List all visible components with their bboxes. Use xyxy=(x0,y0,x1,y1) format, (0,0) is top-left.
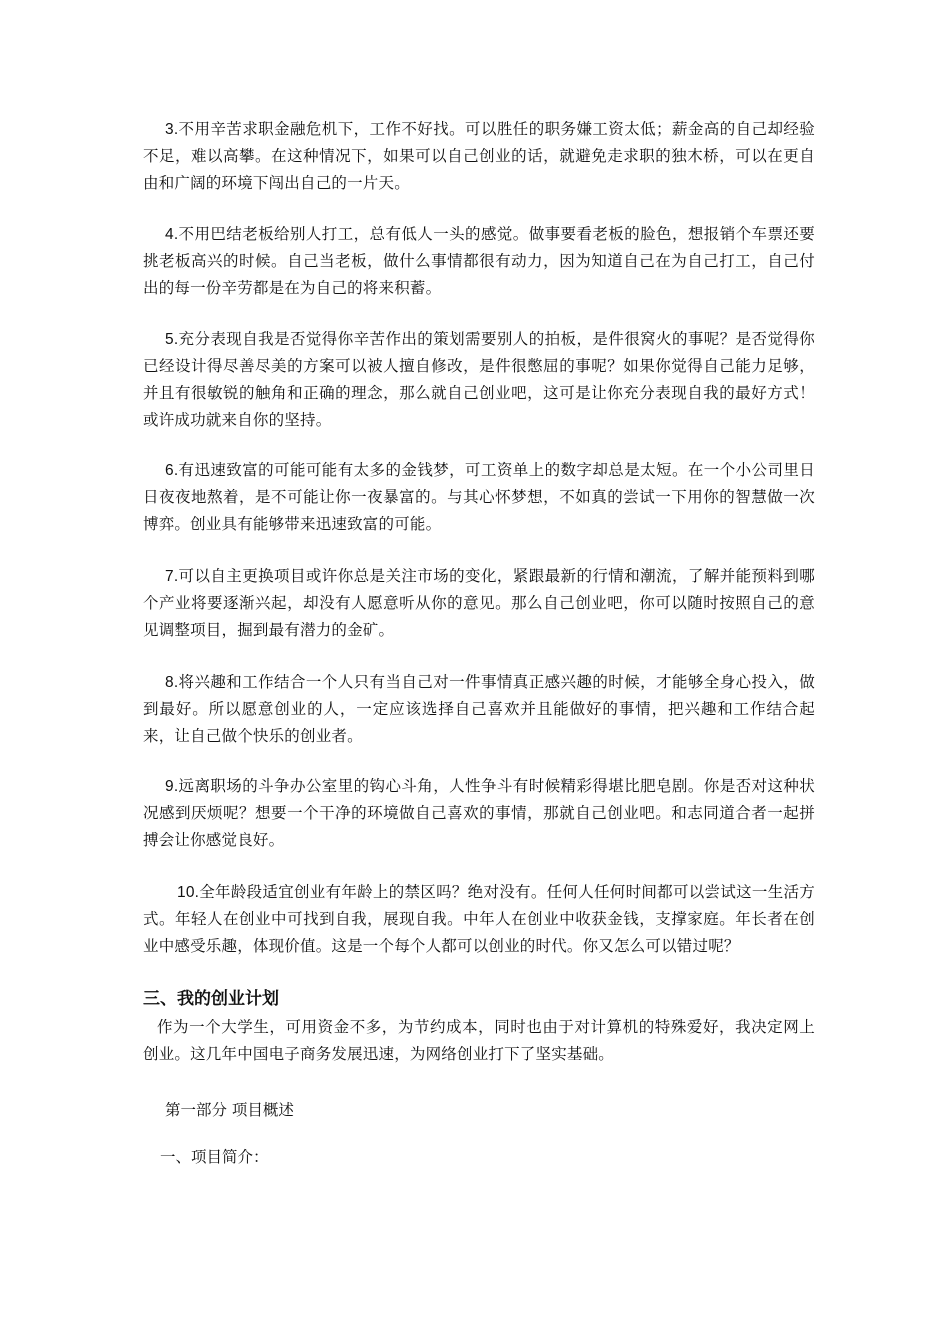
section-intro-paragraph: 作为一个大学生，可用资金不多，为节约成本，同时也由于对计算机的特殊爱好，我决定网上创业。这几年中国电子商务发展迅速，为网络创业打下了坚实基础。 xyxy=(143,1018,815,1063)
item-number: 6. xyxy=(165,462,179,479)
paragraph-item-5 xyxy=(143,326,815,434)
paragraph-item-8 xyxy=(143,669,815,750)
section-heading: 三、我的创业计划 xyxy=(143,989,279,1009)
paragraph-item-4 xyxy=(143,221,815,302)
item-number: 7. xyxy=(165,568,179,585)
paragraph-item-10 xyxy=(143,879,815,960)
item-number: 10. xyxy=(177,884,200,901)
part-title: 第一部分 项目概述 xyxy=(165,1101,294,1119)
item-number: 5. xyxy=(165,331,179,348)
item-text: 可以自主更换项目或许你总是关注市场的变化，紧跟最新的行情和潮流，了解并能预料到哪个产业将要逐渐兴起，却没有人愿意听从你的意见。那么自己创业吧，你可以随时按照自己的意见调整项目，掘到最有潜力的金矿。 xyxy=(143,567,815,639)
item-number: 3. xyxy=(165,121,179,138)
item-text: 不用辛苦求职金融危机下，工作不好找。可以胜任的职务嫌工资太低；薪金高的自己却经验不足，难以高攀。在这种情况下，如果可以自己创业的话，就避免走求职的独木桥，可以在更自由和广阔的环境下闯出自己的一片天。 xyxy=(143,120,815,192)
item-number: 4. xyxy=(165,226,179,243)
paragraph-item-7 xyxy=(143,563,815,644)
item-text: 全年龄段适宜创业有年龄上的禁区吗？绝对没有。任何人任何时间都可以尝试这一生活方式。年轻人在创业中可找到自我，展现自我。中年人在创业中收获金钱，支撑家庭。年长者在创业中感受乐趣，体现价值。这是一个每个人都可以创业的时代。你又怎么可以错过呢？ xyxy=(143,883,815,955)
item-text: 充分表现自我是否觉得你辛苦作出的策划需要别人的拍板，是件很窝火的事呢？是否觉得你已经设计得尽善尽美的方案可以被人擅自修改，是件很憋屈的事呢？如果你觉得自己能力足够，并且有很敏锐的触角和正确的理念，那么就自己创业吧，这可是让你充分表现自我的最好方式！或许成功就来自你的坚持。 xyxy=(143,330,815,429)
paragraph-item-3 xyxy=(143,116,815,197)
paragraph-item-6 xyxy=(143,457,815,538)
paragraph-item-9 xyxy=(143,773,815,854)
item-text: 有迅速致富的可能可能有太多的金钱梦，可工资单上的数字却总是太短。在一个小公司里日日夜夜地熬着，是不可能让你一夜暴富的。与其心怀梦想，不如真的尝试一下用你的智慧做一次博弈。创业具有能够带来迅速致富的可能。 xyxy=(143,461,815,533)
item-number: 8. xyxy=(165,674,179,691)
item-text: 将兴趣和工作结合一个人只有当自己对一件事情真正感兴趣的时候，才能够全身心投入，做到最好。所以愿意创业的人，一定应该选择自己喜欢并且能做好的事情，把兴趣和工作结合起来，让自己做个快乐的创业者。 xyxy=(143,673,815,745)
item-text: 远离职场的斗争办公室里的钩心斗角，人性争斗有时候精彩得堪比肥皂剧。你是否对这种状况感到厌烦呢？想要一个干净的环境做自己喜欢的事情，那就自己创业吧。和志同道合者一起拼搏会让你感觉良好。 xyxy=(143,777,815,849)
subsection-title: 一、项目简介： xyxy=(160,1148,269,1166)
item-text: 不用巴结老板给别人打工，总有低人一头的感觉。做事要看老板的脸色，想报销个车票还要挑老板高兴的时候。自己当老板，做什么事情都很有动力，因为知道自己在为自己打工，自己付出的每一份辛劳都是在为自己的将来积蓄。 xyxy=(143,225,815,297)
item-number: 9. xyxy=(165,778,179,795)
